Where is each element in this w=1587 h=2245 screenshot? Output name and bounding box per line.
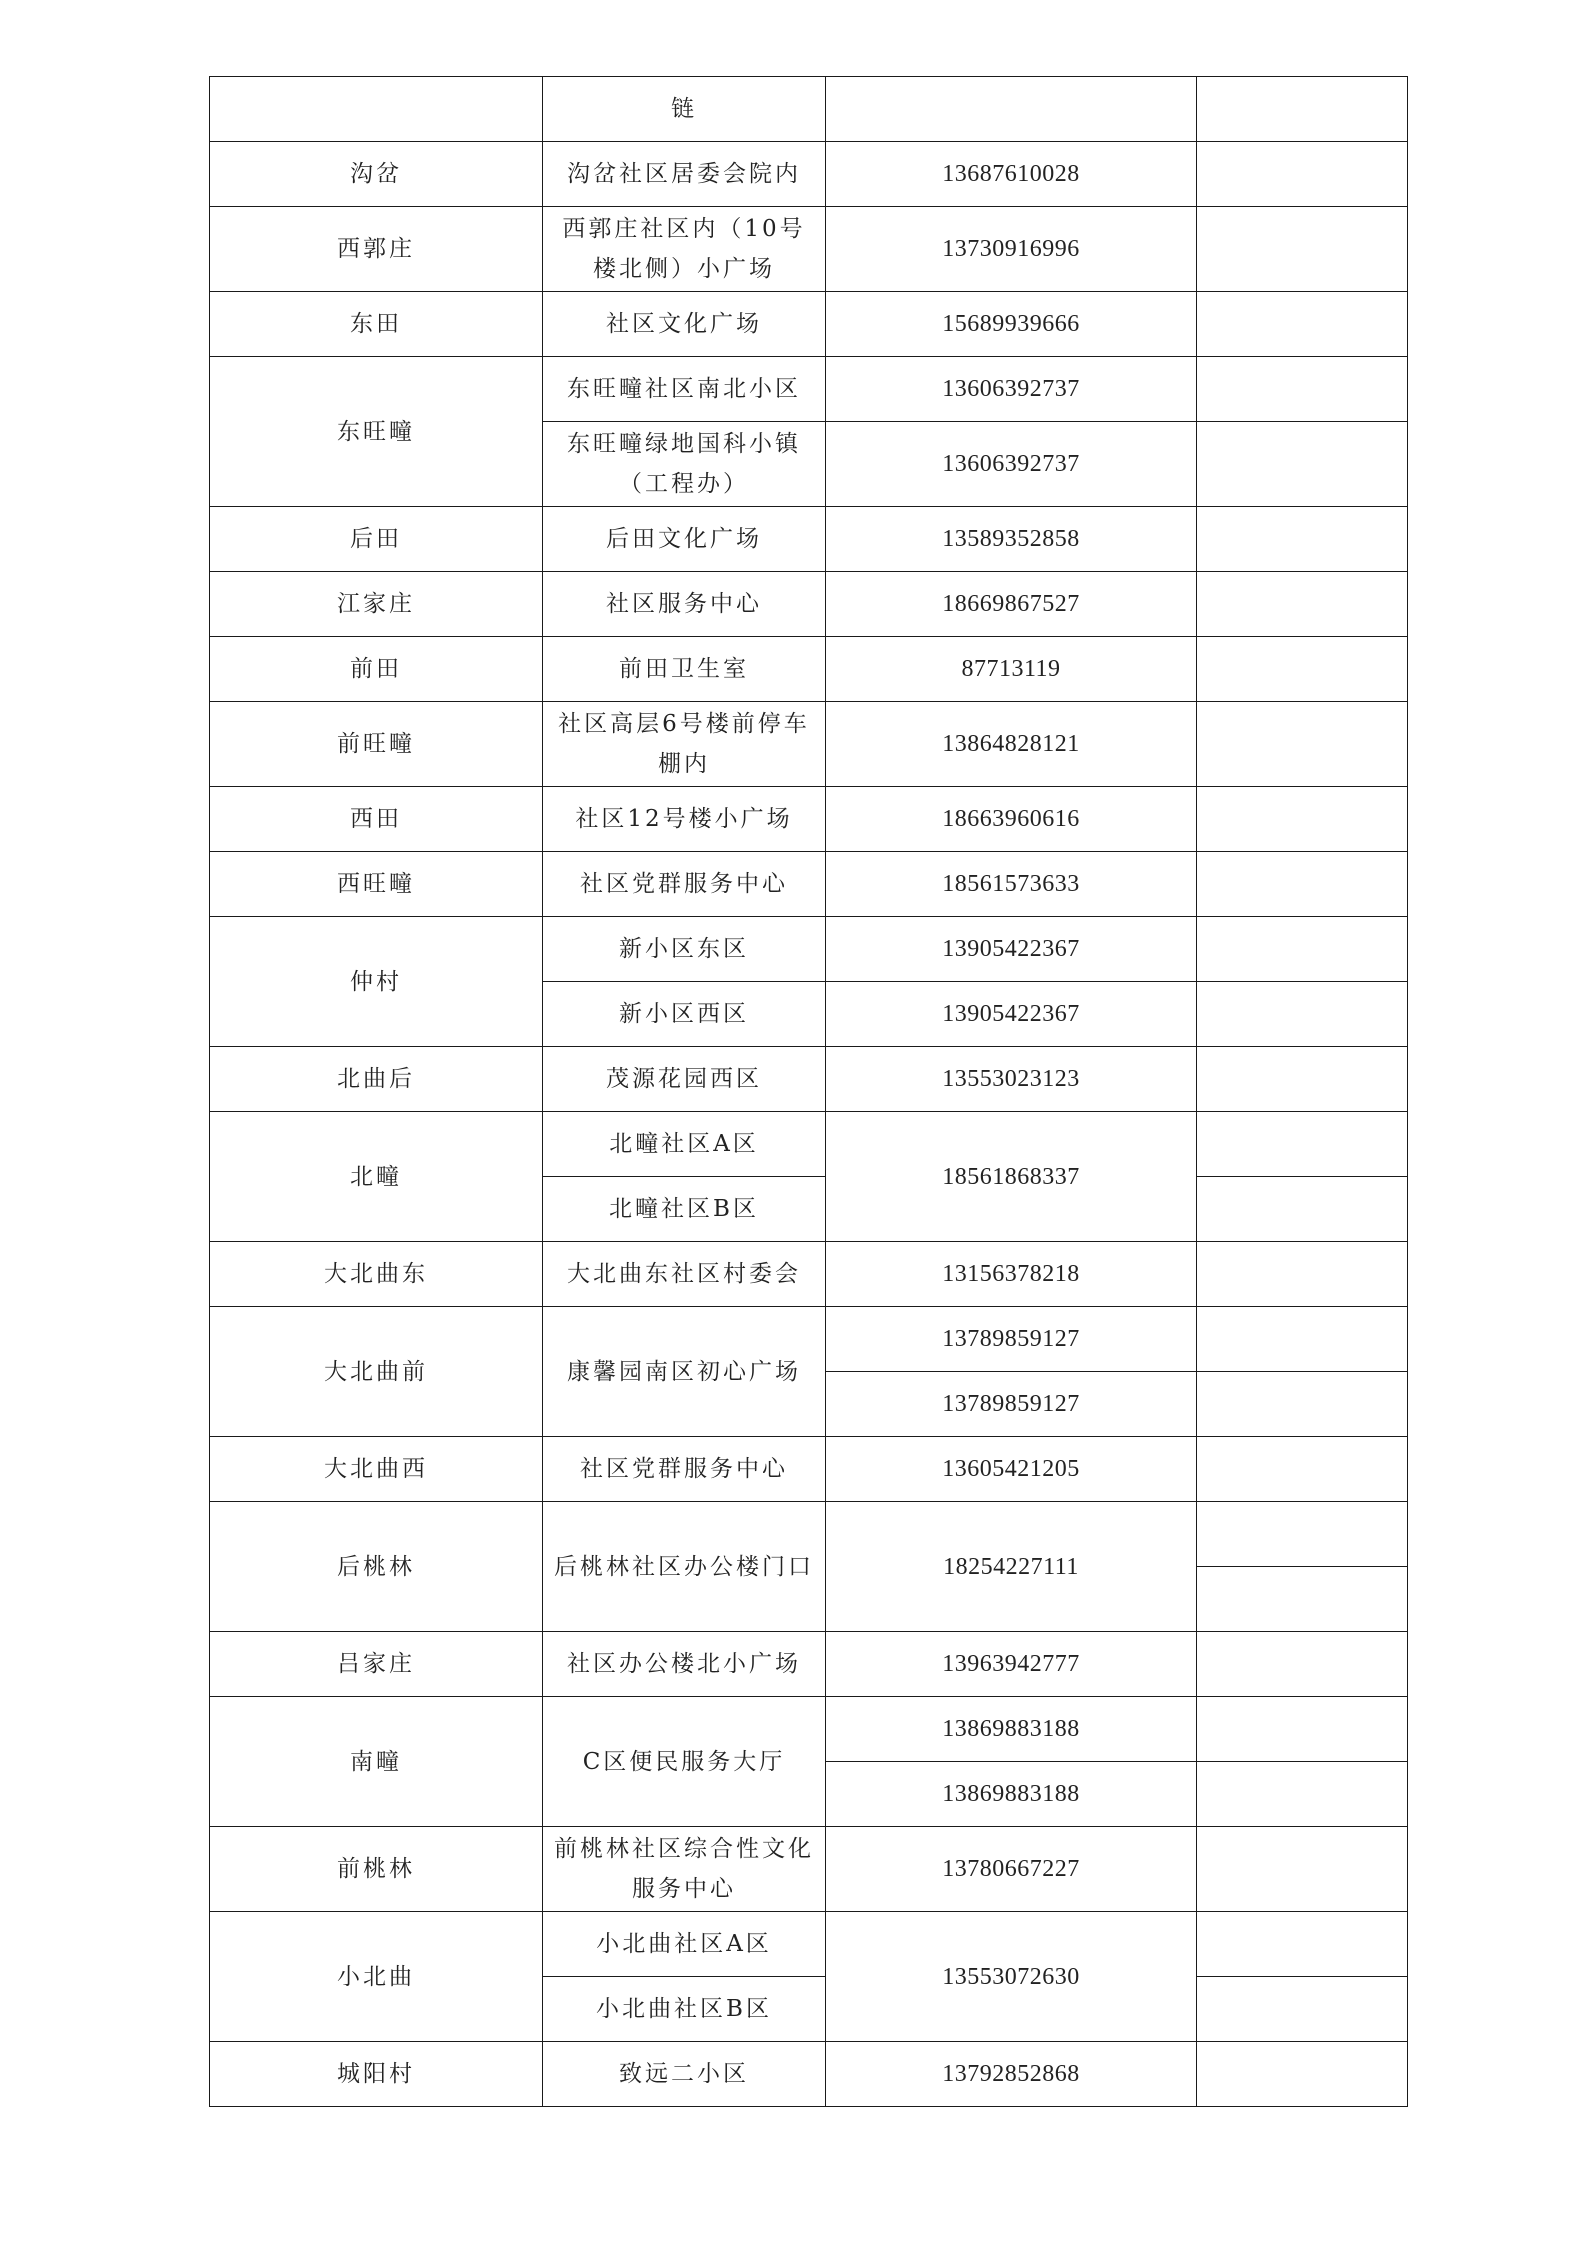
table-cell [1197,507,1408,572]
table-row [210,1697,1408,1762]
table-cell: 西田 [210,787,543,852]
phone-cell: 15689939666 [826,292,1197,357]
table-cell [1197,702,1408,787]
phone-cell: 13905422367 [826,917,1197,982]
table-cell [1197,142,1408,207]
phone-cell: 13789859127 [826,1372,1197,1437]
table-cell: 社区12号楼小广场 [543,787,826,852]
table-cell: 后田文化广场 [543,507,826,572]
table-cell: 前田 [210,637,543,702]
phone-cell: 18254227111 [826,1502,1197,1632]
table-cell [1197,787,1408,852]
phone-cell: 13606392737 [826,357,1197,422]
table-row [210,637,1408,702]
table-row [210,1112,1408,1177]
phone-cell: 18663960616 [826,787,1197,852]
phone-cell: 13687610028 [826,142,1197,207]
phone-cell: 13606392737 [826,422,1197,507]
phone-cell: 13869883188 [826,1762,1197,1827]
table-cell: 茂源花园西区 [543,1047,826,1112]
table-cell [1197,1307,1408,1372]
table-cell: 后桃林 [210,1502,543,1632]
table-cell: 北疃社区A区 [543,1112,826,1177]
table-cell: 后桃林社区办公楼门口 [543,1502,826,1632]
table-cell [1197,1372,1408,1437]
table-cell: 前田卫生室 [543,637,826,702]
table-cell [1197,207,1408,292]
phone-cell: 13605421205 [826,1437,1197,1502]
site-contact-table [209,76,1408,2107]
table-cell [1197,2042,1408,2107]
table-cell [1197,572,1408,637]
table-cell: 仲村 [210,917,543,1047]
phone-cell: 13730916996 [826,207,1197,292]
table-cell: 西旺疃 [210,852,543,917]
table-cell: 西郭庄 [210,207,543,292]
table-cell [1197,357,1408,422]
table-row [210,1632,1408,1697]
table-cell: 江家庄 [210,572,543,637]
table-cell [1197,292,1408,357]
table-cell [1197,1437,1408,1502]
table-row [210,2042,1408,2107]
table-cell: 东旺疃 [210,357,543,507]
table-cell [1197,982,1408,1047]
table-cell: 吕家庄 [210,1632,543,1697]
table-cell: 新小区东区 [543,917,826,982]
phone-cell: 13553023123 [826,1047,1197,1112]
table-cell [1197,1177,1408,1242]
table-cell: 社区服务中心 [543,572,826,637]
table-cell [1197,1242,1408,1307]
phone-cell: 18561868337 [826,1112,1197,1242]
table-row [210,1502,1408,1567]
table-row [210,702,1408,787]
table-row [210,852,1408,917]
table-row [210,1912,1408,1977]
table-cell: 社区办公楼北小广场 [543,1632,826,1697]
table-cell [1197,422,1408,507]
phone-cell: 13905422367 [826,982,1197,1047]
table-cell [210,77,543,142]
table-cell [1197,1697,1408,1762]
table-cell: 前桃林社区综合性文化服务中心 [543,1827,826,1912]
table-cell: 新小区西区 [543,982,826,1047]
phone-cell [826,77,1197,142]
table-cell: 小北曲社区A区 [543,1912,826,1977]
table-cell [1197,852,1408,917]
table-cell: 北曲后 [210,1047,543,1112]
table-cell [1197,77,1408,142]
table-cell: 社区党群服务中心 [543,852,826,917]
table-cell: 南疃 [210,1697,543,1827]
table-cell: 沟岔 [210,142,543,207]
phone-cell: 87713119 [826,637,1197,702]
table-cell: 链 [543,77,826,142]
phone-cell: 13589352858 [826,507,1197,572]
table-row [210,572,1408,637]
phone-cell: 18669867527 [826,572,1197,637]
table-cell: 城阳村 [210,2042,543,2107]
table-cell [1197,637,1408,702]
table-cell: 后田 [210,507,543,572]
table-row [210,507,1408,572]
table-cell: 北疃 [210,1112,543,1242]
table-row [210,77,1408,142]
table-row [210,917,1408,982]
table-cell: 社区党群服务中心 [543,1437,826,1502]
table-cell [1197,1762,1408,1827]
table-cell [1197,1912,1408,1977]
phone-cell: 13869883188 [826,1697,1197,1762]
table-cell: 社区高层6号楼前停车棚内 [543,702,826,787]
phone-cell: 13864828121 [826,702,1197,787]
table-cell: 东旺疃绿地国科小镇（工程办） [543,422,826,507]
table-cell: 前旺疃 [210,702,543,787]
phone-cell: 18561573633 [826,852,1197,917]
table-row [210,357,1408,422]
table-cell: 北疃社区B区 [543,1177,826,1242]
table-cell: 康馨园南区初心广场 [543,1307,826,1437]
table-row [210,1437,1408,1502]
table-cell: 大北曲东 [210,1242,543,1307]
table-cell: 小北曲社区B区 [543,1977,826,2042]
table-cell [1197,1567,1408,1632]
table-cell: 社区文化广场 [543,292,826,357]
table-cell [1197,1632,1408,1697]
table-cell: 东田 [210,292,543,357]
phone-cell: 13792852868 [826,2042,1197,2107]
table-cell: 致远二小区 [543,2042,826,2107]
table-cell [1197,1977,1408,2042]
phone-cell: 13789859127 [826,1307,1197,1372]
table-cell: 大北曲前 [210,1307,543,1437]
table-row [210,207,1408,292]
table-row [210,1827,1408,1912]
table-row [210,1307,1408,1372]
phone-cell: 13156378218 [826,1242,1197,1307]
table-row [210,142,1408,207]
table-cell [1197,917,1408,982]
table-cell [1197,1112,1408,1177]
table-cell [1197,1827,1408,1912]
table-cell: 大北曲西 [210,1437,543,1502]
phone-cell: 13963942777 [826,1632,1197,1697]
phone-cell: 13553072630 [826,1912,1197,2042]
table-body [210,77,1408,2107]
table-cell: 沟岔社区居委会院内 [543,142,826,207]
table-cell: 前桃林 [210,1827,543,1912]
table-row [210,787,1408,852]
table-cell: 小北曲 [210,1912,543,2042]
table-cell: 东旺疃社区南北小区 [543,357,826,422]
table-cell [1197,1502,1408,1567]
table-cell: C区便民服务大厅 [543,1697,826,1827]
table-row [210,1242,1408,1307]
phone-cell: 13780667227 [826,1827,1197,1912]
table-cell [1197,1047,1408,1112]
table-cell: 大北曲东社区村委会 [543,1242,826,1307]
table-row [210,1047,1408,1112]
table-cell: 西郭庄社区内（10号楼北侧）小广场 [543,207,826,292]
table-row [210,292,1408,357]
